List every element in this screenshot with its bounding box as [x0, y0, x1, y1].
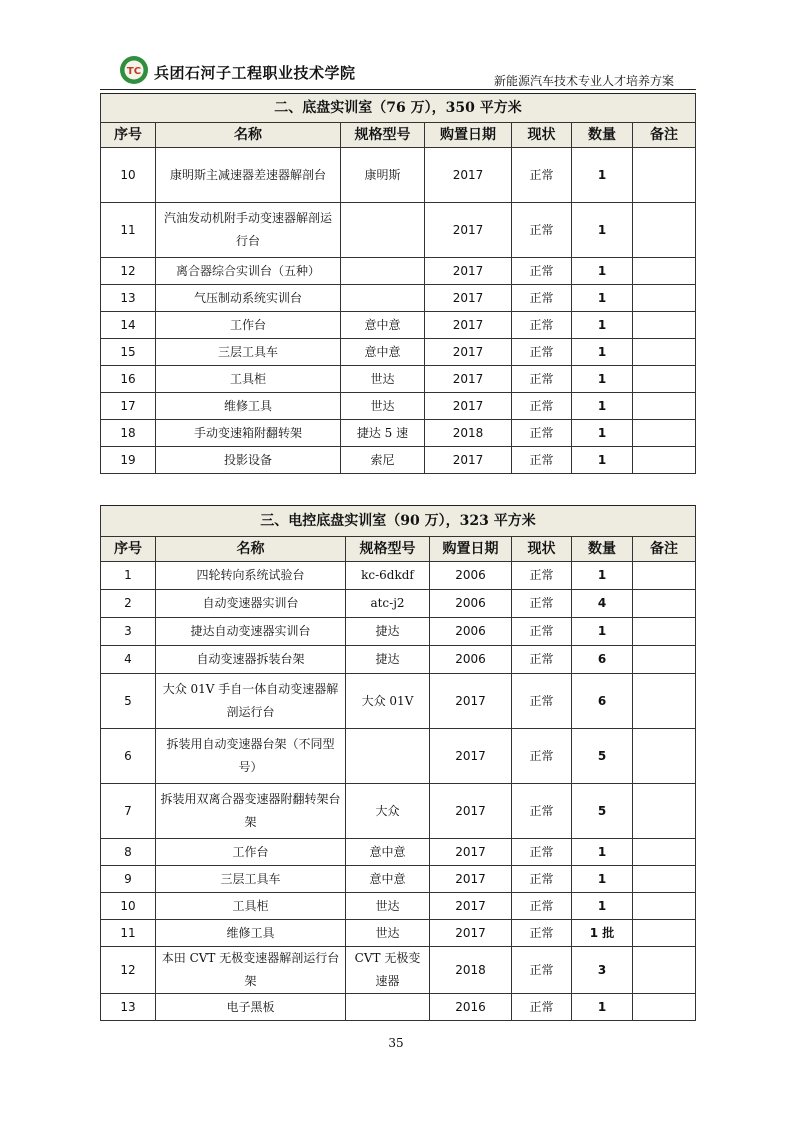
cell-remark [633, 562, 696, 590]
col-header-status: 现状 [512, 123, 572, 148]
cell-status: 正常 [512, 994, 572, 1021]
col-header-qty: 数量 [572, 537, 633, 562]
table-row [101, 312, 696, 339]
cell-qty: 1 [572, 285, 633, 312]
cell-name: 自动变速器实训台 [156, 590, 346, 618]
col-header-date: 购置日期 [425, 123, 512, 148]
cell-date: 2017 [430, 674, 512, 729]
cell-no: 5 [101, 674, 156, 729]
cell-no: 8 [101, 839, 156, 866]
cell-remark [633, 203, 696, 258]
cell-no: 9 [101, 866, 156, 893]
cell-no: 16 [101, 366, 156, 393]
cell-model: 意中意 [341, 339, 425, 366]
cell-remark [633, 729, 696, 784]
cell-qty: 1 批 [572, 920, 633, 947]
col-header-model: 规格型号 [346, 537, 430, 562]
cell-model: 世达 [346, 893, 430, 920]
cell-name: 手动变速箱附翻转架 [156, 420, 341, 447]
cell-remark [633, 366, 696, 393]
cell-no: 19 [101, 447, 156, 474]
cell-qty: 3 [572, 947, 633, 994]
cell-remark [633, 393, 696, 420]
cell-no: 13 [101, 285, 156, 312]
cell-remark [633, 784, 696, 839]
col-header-status: 现状 [512, 537, 572, 562]
cell-name: 本田 CVT 无极变速器解剖运行台架 [156, 947, 346, 994]
chassis-lab-tbody [101, 94, 696, 474]
cell-model: CVT 无极变速器 [346, 947, 430, 994]
table-row [101, 590, 696, 618]
cell-name: 离合器综合实训台（五种） [156, 258, 341, 285]
cell-model: 大众 01V [346, 674, 430, 729]
cell-no: 11 [101, 920, 156, 947]
cell-date: 2017 [425, 393, 512, 420]
col-header-name: 名称 [156, 537, 346, 562]
cell-status: 正常 [512, 258, 572, 285]
cell-status: 正常 [512, 562, 572, 590]
cell-remark [633, 447, 696, 474]
cell-date: 2006 [430, 562, 512, 590]
col-header-model: 规格型号 [341, 123, 425, 148]
cell-no: 13 [101, 994, 156, 1021]
cell-qty: 4 [572, 590, 633, 618]
cell-qty: 1 [572, 618, 633, 646]
cell-no: 3 [101, 618, 156, 646]
cell-date: 2017 [430, 839, 512, 866]
school-name: 兵团石河子工程职业技术学院 [154, 64, 356, 82]
cell-no: 2 [101, 590, 156, 618]
program-name: 新能源汽车技术专业人才培养方案 [493, 74, 674, 88]
cell-status: 正常 [512, 393, 572, 420]
cell-status: 正常 [512, 447, 572, 474]
cell-name: 工作台 [156, 839, 346, 866]
cell-status: 正常 [512, 203, 572, 258]
cell-model: 康明斯 [341, 148, 425, 203]
cell-model: 意中意 [341, 312, 425, 339]
col-header-remark: 备注 [633, 123, 696, 148]
cell-qty: 1 [572, 393, 633, 420]
cell-date: 2017 [425, 312, 512, 339]
table-row [101, 393, 696, 420]
cell-status: 正常 [512, 312, 572, 339]
chassis-lab-table [100, 93, 696, 474]
cell-qty: 1 [572, 562, 633, 590]
electric-chassis-lab-table [100, 505, 696, 1021]
cell-status: 正常 [512, 148, 572, 203]
cell-name: 工作台 [156, 312, 341, 339]
table-row [101, 839, 696, 866]
cell-status: 正常 [512, 729, 572, 784]
cell-model [341, 203, 425, 258]
cell-date: 2017 [430, 729, 512, 784]
cell-name: 自动变速器拆装台架 [156, 646, 346, 674]
cell-qty: 1 [572, 258, 633, 285]
cell-remark [633, 839, 696, 866]
cell-name: 维修工具 [156, 393, 341, 420]
cell-qty: 1 [572, 366, 633, 393]
cell-date: 2017 [425, 285, 512, 312]
cell-name: 大众 01V 手自一体自动变速器解剖运行台 [156, 674, 346, 729]
page-header [100, 52, 696, 90]
cell-remark [633, 618, 696, 646]
cell-date: 2017 [425, 148, 512, 203]
cell-status: 正常 [512, 866, 572, 893]
cell-name: 气压制动系统实训台 [156, 285, 341, 312]
cell-status: 正常 [512, 893, 572, 920]
col-header-name: 名称 [156, 123, 341, 148]
cell-remark [633, 312, 696, 339]
cell-name: 工具柜 [156, 893, 346, 920]
table-row [101, 420, 696, 447]
cell-date: 2017 [425, 258, 512, 285]
cell-status: 正常 [512, 784, 572, 839]
cell-status: 正常 [512, 285, 572, 312]
cell-date: 2017 [425, 339, 512, 366]
table-row [101, 893, 696, 920]
cell-date: 2017 [425, 447, 512, 474]
table-header-row [101, 537, 696, 562]
cell-status: 正常 [512, 590, 572, 618]
cell-date: 2016 [430, 994, 512, 1021]
cell-remark [633, 258, 696, 285]
cell-model: 索尼 [341, 447, 425, 474]
cell-model [341, 258, 425, 285]
cell-no: 15 [101, 339, 156, 366]
table-row [101, 366, 696, 393]
cell-qty: 5 [572, 729, 633, 784]
cell-no: 10 [101, 148, 156, 203]
electric-chassis-lab-tbody [101, 506, 696, 1021]
col-header-qty: 数量 [572, 123, 633, 148]
table-row [101, 784, 696, 839]
cell-date: 2018 [430, 947, 512, 994]
cell-qty: 1 [572, 339, 633, 366]
cell-model: 捷达 5 速 [341, 420, 425, 447]
cell-status: 正常 [512, 839, 572, 866]
cell-qty: 1 [572, 148, 633, 203]
cell-qty: 6 [572, 646, 633, 674]
cell-model: 世达 [341, 366, 425, 393]
cell-no: 11 [101, 203, 156, 258]
cell-remark [633, 866, 696, 893]
cell-model: 世达 [346, 920, 430, 947]
cell-qty: 5 [572, 784, 633, 839]
cell-remark [633, 893, 696, 920]
page-number: 35 [388, 1036, 404, 1050]
cell-model: kc-6dkdf [346, 562, 430, 590]
cell-qty: 6 [572, 674, 633, 729]
cell-status: 正常 [512, 618, 572, 646]
cell-qty: 1 [572, 839, 633, 866]
cell-date: 2017 [425, 366, 512, 393]
table-row [101, 947, 696, 994]
table-row [101, 562, 696, 590]
cell-model: atc-j2 [346, 590, 430, 618]
cell-model [346, 729, 430, 784]
cell-date: 2006 [430, 618, 512, 646]
table-row [101, 866, 696, 893]
cell-remark [633, 920, 696, 947]
cell-name: 汽油发动机附手动变速器解剖运行台 [156, 203, 341, 258]
cell-remark [633, 590, 696, 618]
cell-qty: 1 [572, 893, 633, 920]
cell-model: 捷达 [346, 618, 430, 646]
cell-qty: 1 [572, 420, 633, 447]
cell-model: 意中意 [346, 866, 430, 893]
cell-status: 正常 [512, 646, 572, 674]
col-header-no: 序号 [101, 123, 156, 148]
table-title: 三、电控底盘实训室（90 万），323 平方米 [101, 506, 696, 537]
cell-name: 电子黑板 [156, 994, 346, 1021]
cell-date: 2006 [430, 646, 512, 674]
cell-name: 投影设备 [156, 447, 341, 474]
cell-remark [633, 646, 696, 674]
cell-no: 1 [101, 562, 156, 590]
cell-date: 2017 [430, 893, 512, 920]
cell-no: 10 [101, 893, 156, 920]
cell-qty: 1 [572, 203, 633, 258]
cell-date: 2017 [430, 866, 512, 893]
col-header-date: 购置日期 [430, 537, 512, 562]
cell-remark [633, 994, 696, 1021]
table-row [101, 285, 696, 312]
cell-no: 14 [101, 312, 156, 339]
cell-qty: 1 [572, 994, 633, 1021]
cell-no: 4 [101, 646, 156, 674]
table-title: 二、底盘实训室（76 万），350 平方米 [101, 94, 696, 123]
cell-model [341, 285, 425, 312]
cell-name: 拆装用双离合器变速器附翻转架台架 [156, 784, 346, 839]
cell-status: 正常 [512, 339, 572, 366]
cell-status: 正常 [512, 674, 572, 729]
table-row [101, 447, 696, 474]
cell-name: 三层工具车 [156, 866, 346, 893]
cell-remark [633, 285, 696, 312]
cell-name: 三层工具车 [156, 339, 341, 366]
cell-remark [633, 674, 696, 729]
cell-no: 12 [101, 947, 156, 994]
cell-name: 维修工具 [156, 920, 346, 947]
cell-no: 7 [101, 784, 156, 839]
cell-name: 捷达自动变速器实训台 [156, 618, 346, 646]
col-header-remark: 备注 [633, 537, 696, 562]
table-row [101, 258, 696, 285]
cell-status: 正常 [512, 420, 572, 447]
table-row [101, 920, 696, 947]
cell-name: 四轮转向系统试验台 [156, 562, 346, 590]
cell-qty: 1 [572, 312, 633, 339]
cell-no: 18 [101, 420, 156, 447]
cell-remark [633, 420, 696, 447]
cell-remark [633, 339, 696, 366]
col-header-no: 序号 [101, 537, 156, 562]
cell-no: 17 [101, 393, 156, 420]
table-row [101, 674, 696, 729]
cell-name: 康明斯主减速器差速器解剖台 [156, 148, 341, 203]
table-row [101, 994, 696, 1021]
cell-name: 工具柜 [156, 366, 341, 393]
cell-qty: 1 [572, 447, 633, 474]
cell-no: 6 [101, 729, 156, 784]
cell-no: 12 [101, 258, 156, 285]
cell-date: 2018 [425, 420, 512, 447]
table-row [101, 646, 696, 674]
cell-date: 2017 [425, 203, 512, 258]
cell-model [346, 994, 430, 1021]
cell-qty: 1 [572, 866, 633, 893]
cell-date: 2017 [430, 784, 512, 839]
table-row [101, 339, 696, 366]
cell-model: 意中意 [346, 839, 430, 866]
header-divider [100, 89, 696, 90]
cell-model: 捷达 [346, 646, 430, 674]
cell-remark [633, 148, 696, 203]
table-row [101, 729, 696, 784]
cell-remark [633, 947, 696, 994]
table-row [101, 618, 696, 646]
school-logo-icon [119, 55, 149, 85]
table-row [101, 148, 696, 203]
svg-text:TC: TC [126, 66, 142, 77]
table-row [101, 203, 696, 258]
cell-status: 正常 [512, 366, 572, 393]
cell-model: 世达 [341, 393, 425, 420]
cell-model: 大众 [346, 784, 430, 839]
cell-date: 2006 [430, 590, 512, 618]
cell-status: 正常 [512, 920, 572, 947]
cell-status: 正常 [512, 947, 572, 994]
table-header-row [101, 123, 696, 148]
cell-name: 拆装用自动变速器台架（不同型号） [156, 729, 346, 784]
cell-date: 2017 [430, 920, 512, 947]
